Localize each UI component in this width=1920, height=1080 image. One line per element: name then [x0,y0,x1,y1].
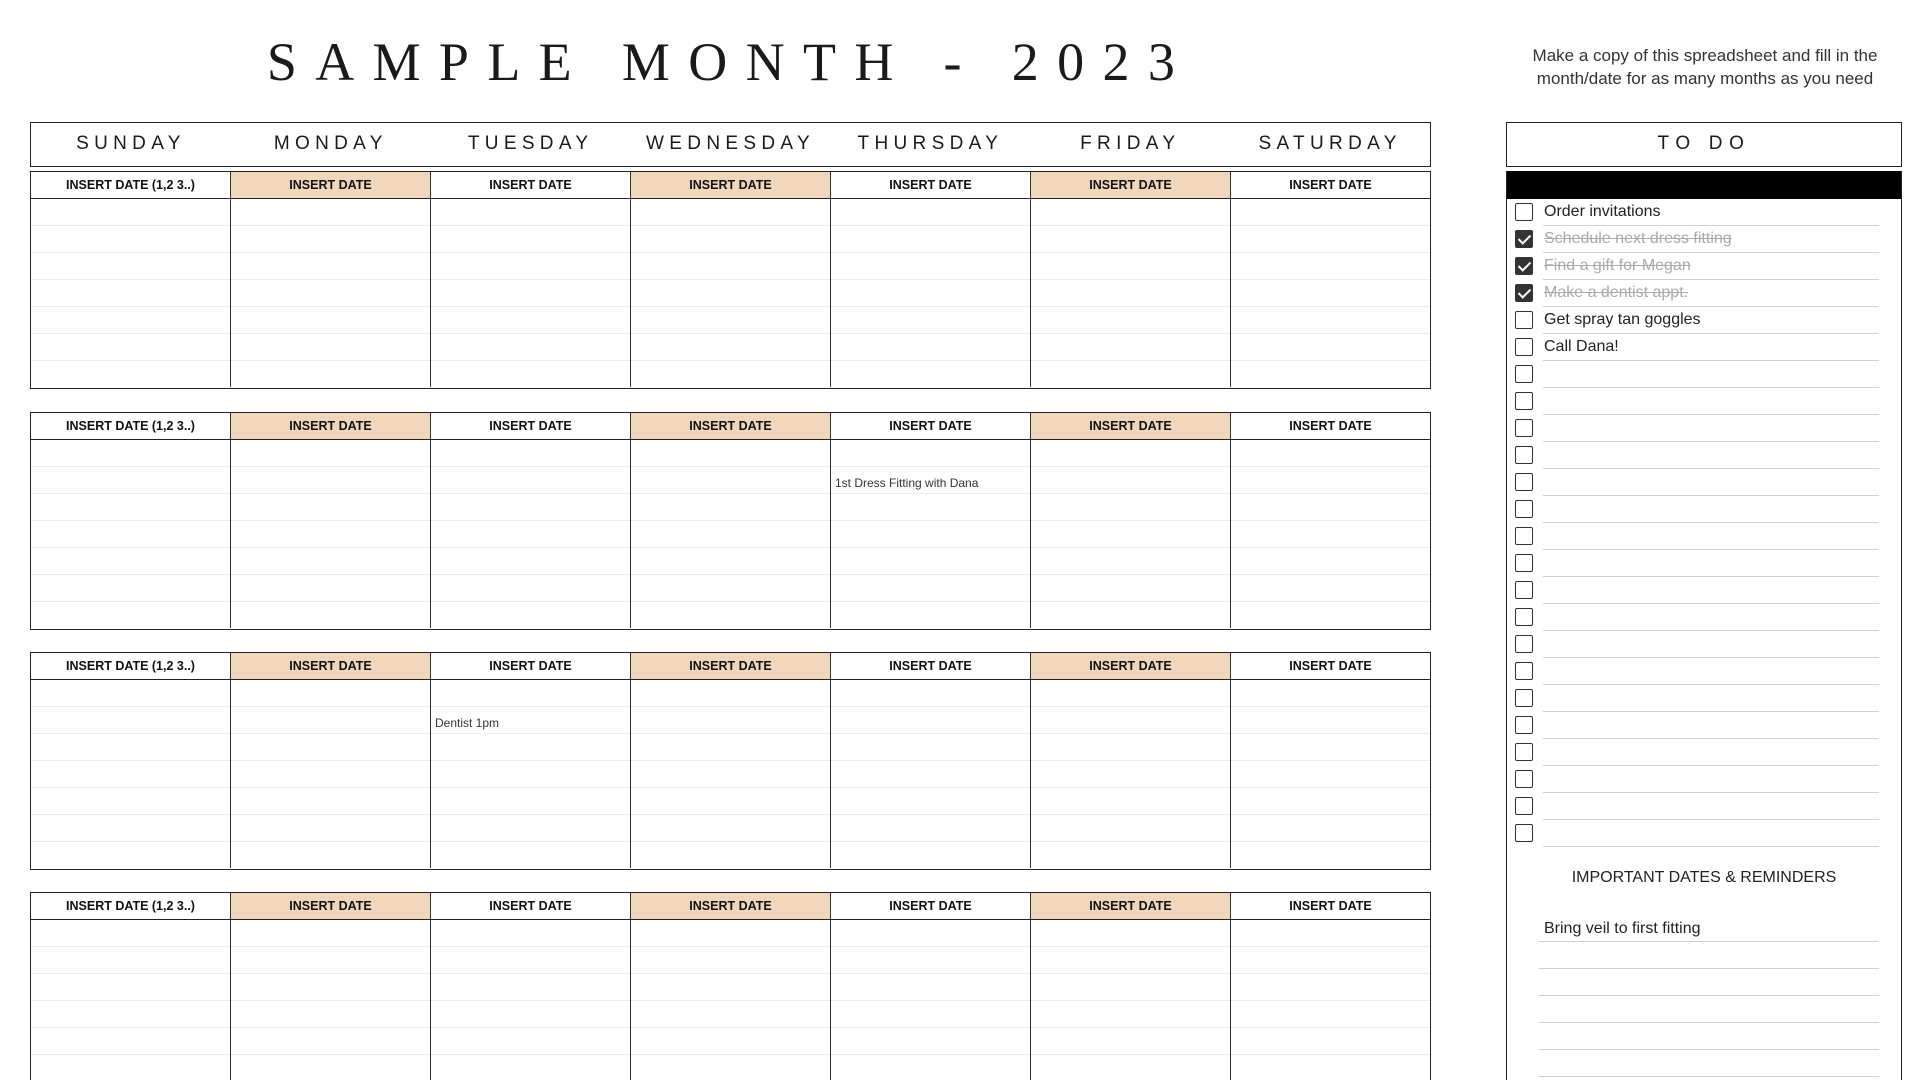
day-cell[interactable] [1031,199,1231,387]
checked-checkbox[interactable] [1515,230,1533,248]
checkbox[interactable] [1515,635,1533,653]
date-cell[interactable]: INSERT DATE [631,413,831,439]
day-cell[interactable] [1231,920,1430,1080]
checkbox[interactable] [1515,689,1533,707]
reminder-line[interactable] [1539,996,1879,1023]
day-cell[interactable] [1231,680,1430,868]
todo-text[interactable]: Find a gift for Megan [1544,257,1691,274]
todo-item [1507,820,1901,847]
reminder-text: Bring veil to first fitting [1544,920,1701,937]
todo-item [1507,307,1901,334]
day-cell[interactable] [631,680,831,868]
todo-item [1507,577,1901,604]
weekday-thursday: THURSDAY [857,133,1004,154]
weekday-saturday: SATURDAY [1258,133,1402,154]
weekday-monday: MONDAY [273,133,388,154]
checkbox[interactable] [1515,662,1533,680]
todo-item [1507,658,1901,685]
day-cell[interactable] [31,920,231,1080]
event-text: 1st Dress Fitting with Dana [835,476,979,490]
checkbox[interactable] [1515,203,1533,221]
checkbox[interactable] [1515,311,1533,329]
day-cell[interactable] [31,680,231,868]
todo-item [1507,442,1901,469]
week-1 [30,171,1431,389]
todo-panel [1506,171,1902,1080]
todo-item [1507,496,1901,523]
date-cell[interactable]: INSERT DATE (1,2 3..) [31,172,231,198]
todo-item [1507,388,1901,415]
date-cell[interactable]: INSERT DATE [431,413,631,439]
checkbox[interactable] [1515,608,1533,626]
reminder-line[interactable] [1539,1050,1879,1077]
day-cell[interactable] [831,920,1031,1080]
day-cell[interactable] [831,680,1031,868]
reminders-title: IMPORTANT DATES & REMINDERS [1571,869,1837,886]
todo-item [1507,469,1901,496]
day-cell[interactable] [1231,199,1430,387]
day-cells-row [31,199,1430,387]
day-cell[interactable] [231,680,431,868]
date-cell[interactable]: INSERT DATE [1031,413,1231,439]
date-cell[interactable]: INSERT DATE [1289,178,1372,192]
checkbox[interactable] [1515,554,1533,572]
day-cell[interactable] [631,920,831,1080]
todo-item [1507,361,1901,388]
reminder-line[interactable] [1539,915,1879,942]
week-4 [30,892,1431,1080]
reminder-line[interactable] [1539,1023,1879,1050]
day-cell[interactable] [31,199,231,387]
day-cells-row [31,440,1430,628]
todo-text[interactable]: Make a dentist appt. [1544,284,1689,301]
checkbox[interactable] [1515,446,1533,464]
checkbox[interactable] [1515,500,1533,518]
todo-text[interactable]: Schedule next dress fitting [1544,230,1732,247]
day-cell[interactable] [1031,680,1231,868]
day-cell[interactable] [431,440,631,628]
day-cell[interactable] [831,440,1031,628]
checkbox[interactable] [1515,392,1533,410]
day-cells-row [31,680,1430,868]
todo-text[interactable]: Get spray tan goggles [1544,311,1701,328]
week-3 [30,652,1431,870]
weekday-tuesday: TUESDAY [467,133,594,154]
checkbox[interactable] [1515,338,1533,356]
todo-item [1507,631,1901,658]
weekday-wednesday: WEDNESDAY [646,133,815,154]
event-text: Dentist 1pm [435,716,500,730]
date-cell[interactable]: INSERT DATE [1289,659,1372,673]
date-cell[interactable]: INSERT DATE [1031,653,1231,679]
todo-item [1507,712,1901,739]
date-cell[interactable]: INSERT DATE [631,653,831,679]
instructions-note: Make a copy of this spreadsheet and fill in the month/date for as many months as you need [1532,46,1878,88]
todo-panel-bar [1507,171,1901,199]
todo-item [1507,766,1901,793]
date-cell[interactable]: INSERT DATE [431,653,631,679]
date-cell[interactable]: INSERT DATE [1289,419,1372,433]
date-cell[interactable]: INSERT DATE [631,172,831,198]
reminder-line[interactable] [1539,942,1879,969]
day-cell[interactable] [1031,440,1231,628]
day-cell[interactable] [631,440,831,628]
day-cell[interactable] [431,680,631,868]
date-cell[interactable]: INSERT DATE (1,2 3..) [31,893,231,919]
page-title: SAMPLE MONTH - 2023 [266,32,1194,92]
date-cell[interactable]: INSERT DATE [831,653,1031,679]
checked-checkbox[interactable] [1515,284,1533,302]
date-cell[interactable]: INSERT DATE [1289,899,1372,913]
todo-item [1507,523,1901,550]
date-cell[interactable]: INSERT DATE [431,893,631,919]
date-row [31,653,1430,680]
weekday-friday: FRIDAY [1080,133,1181,154]
day-cell[interactable] [431,920,631,1080]
week-2 [30,412,1431,630]
day-cell[interactable] [1231,440,1430,628]
date-cell[interactable]: INSERT DATE [1031,893,1231,919]
todo-item [1507,550,1901,577]
day-cell[interactable] [1031,920,1231,1080]
checkbox[interactable] [1515,716,1533,734]
checkbox[interactable] [1515,527,1533,545]
date-cell[interactable]: INSERT DATE (1,2 3..) [31,413,231,439]
date-row [31,413,1430,440]
date-cell[interactable]: INSERT DATE [231,653,431,679]
todo-item [1507,334,1901,361]
todo-item [1507,685,1901,712]
todo-item [1507,280,1901,307]
todo-item [1507,253,1901,280]
todo-line [1543,846,1879,847]
todo-item [1507,415,1901,442]
checked-checkbox[interactable] [1515,257,1533,275]
day-cells-row [31,920,1430,1080]
checkbox[interactable] [1515,770,1533,788]
date-cell[interactable]: INSERT DATE [831,893,1031,919]
todo-text[interactable]: Call Dana! [1544,338,1619,355]
date-cell[interactable]: INSERT DATE [1031,172,1231,198]
date-cell[interactable]: INSERT DATE [631,893,831,919]
todo-title: TO DO [1506,122,1902,167]
day-cell[interactable] [631,199,831,387]
checkbox[interactable] [1515,419,1533,437]
todo-item [1507,226,1901,253]
todo-item [1507,604,1901,631]
date-row [31,893,1430,920]
date-cell[interactable]: INSERT DATE [231,893,431,919]
weekday-sunday: SUNDAY [76,133,186,154]
day-cell[interactable] [231,199,431,387]
day-cell[interactable] [31,440,231,628]
checkbox[interactable] [1515,743,1533,761]
checkbox[interactable] [1515,365,1533,383]
checkbox[interactable] [1515,797,1533,815]
reminder-line[interactable] [1539,969,1879,996]
checkbox[interactable] [1515,581,1533,599]
todo-item [1507,199,1901,226]
todo-list [1507,199,1901,847]
day-cell[interactable] [231,440,431,628]
checkbox[interactable] [1515,824,1533,842]
date-cell[interactable]: INSERT DATE [831,413,1031,439]
date-cell[interactable]: INSERT DATE (1,2 3..) [31,653,231,679]
date-cell[interactable]: INSERT DATE [831,172,1031,198]
weekday-header [30,122,1431,167]
date-cell[interactable]: INSERT DATE [231,413,431,439]
day-cell[interactable] [831,199,1031,387]
date-row [31,172,1430,199]
todo-item [1507,739,1901,766]
date-cell[interactable]: INSERT DATE [231,172,431,198]
todo-item [1507,793,1901,820]
checkbox[interactable] [1515,473,1533,491]
day-cell[interactable] [231,920,431,1080]
todo-text[interactable]: Order invitations [1544,203,1661,220]
day-cell[interactable] [431,199,631,387]
date-cell[interactable]: INSERT DATE [431,172,631,198]
